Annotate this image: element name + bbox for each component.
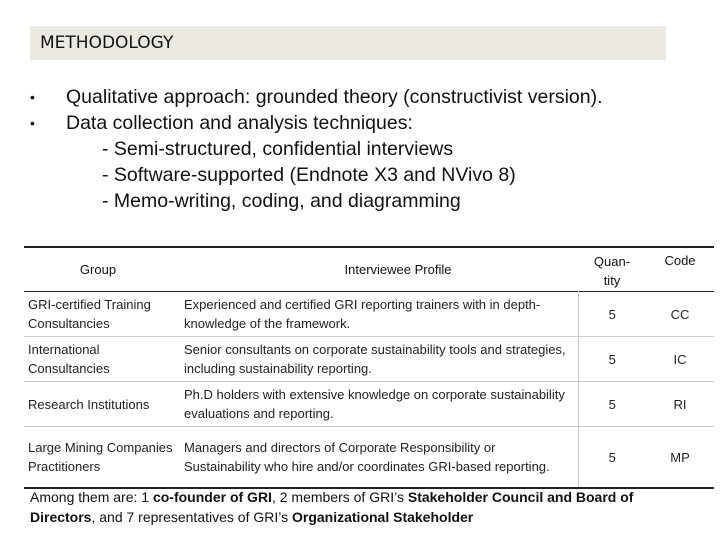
cell-group: Research Institutions (28, 396, 150, 412)
column-header-code: Code (664, 253, 696, 268)
footer-text: Among them are: 1 (30, 489, 153, 505)
table-row (24, 382, 714, 427)
footer-text: , 2 members of GRI’s (271, 489, 408, 505)
footer-note (30, 487, 690, 527)
cell-group: International Consultancies (28, 342, 110, 376)
bullet-text: Qualitative approach: grounded theory (constructivist version). (66, 86, 603, 108)
sub-item: - Semi-structured, confidential interviews (102, 138, 454, 160)
table-row (24, 427, 714, 489)
table-header-row (24, 247, 714, 292)
table-row (24, 292, 714, 337)
footer-bold-text: Stakeholder Council and Board of Directors (30, 489, 634, 525)
bullet-item (30, 84, 603, 110)
sub-item: - Memo-writing, coding, and diagramming (102, 190, 461, 212)
sub-item-list (102, 136, 603, 214)
column-header-quantity-line1: Quan- (593, 253, 631, 269)
cell-quantity: 5 (608, 351, 616, 367)
cell-code: IC (673, 351, 687, 367)
column-header-group: Group (79, 262, 117, 277)
footer-bold-text: co-founder of GRI (152, 489, 272, 505)
column-header-profile: Interviewee Profile (344, 262, 452, 277)
footer-bold-text: Organizational Stakeholder (291, 509, 474, 525)
cell-profile: Ph.D holders with extensive knowledge on corporate sustainability evaluations and reporting. (178, 382, 578, 427)
section-title-bar (30, 26, 666, 60)
sub-item: - Software-supported (Endnote X3 and NVivo 8) (102, 164, 516, 186)
cell-quantity: 5 (608, 396, 616, 412)
footer-text: , and 7 representatives of GRI’s (91, 509, 292, 525)
cell-group: GRI-certified Training Consultancies (28, 297, 151, 331)
interviewee-table-container (24, 246, 714, 489)
bullet-text: Data collection and analysis techniques: (66, 112, 413, 134)
bullet-marker: • (30, 115, 35, 131)
cell-code: CC (670, 306, 690, 322)
cell-profile: Senior consultants on corporate sustainability tools and strategies, including sustainability reporting. (178, 337, 578, 382)
cell-code: RI (673, 396, 687, 412)
cell-group: Large Mining Companies Practitioners (28, 440, 173, 474)
table-row (24, 337, 714, 382)
cell-profile: Experienced and certified GRI reporting trainers with in depth-knowledge of the framework. (178, 292, 578, 337)
cell-code: MP (670, 449, 690, 465)
cell-quantity: 5 (608, 449, 616, 465)
column-header-quantity-line2: tity (603, 272, 621, 288)
bullet-list (30, 84, 603, 214)
page-title: METHODOLOGY (40, 33, 174, 53)
interviewee-table (24, 246, 714, 489)
cell-profile: Managers and directors of Corporate Responsibility or Sustainability who hire and/or coordinates GRI-based reporting. (178, 427, 578, 489)
cell-quantity: 5 (608, 306, 616, 322)
bullet-marker: • (30, 89, 35, 105)
bullet-item (30, 110, 603, 136)
column-header-quantity (578, 247, 646, 292)
